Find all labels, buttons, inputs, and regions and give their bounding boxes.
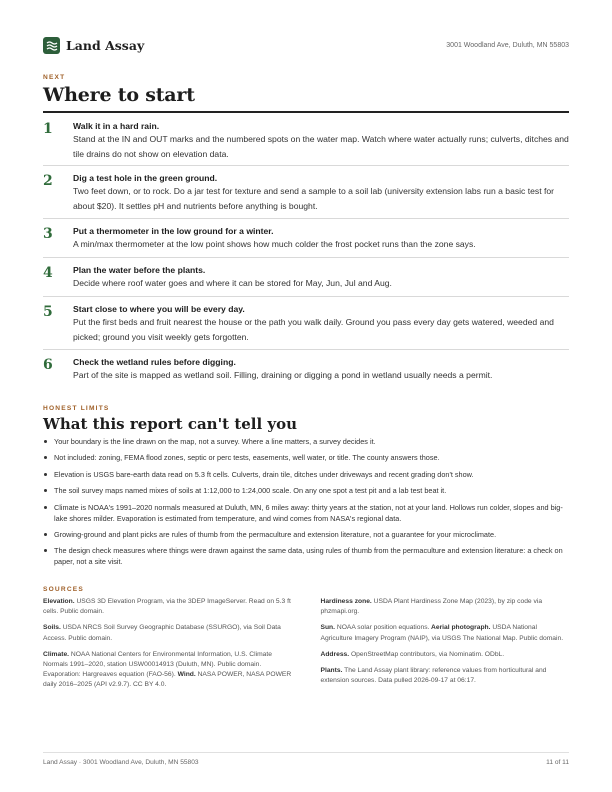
sources-eyebrow: SOURCES xyxy=(43,586,85,593)
step-number: 6 xyxy=(43,357,53,373)
step-title: Dig a test hole in the green ground. xyxy=(73,173,218,183)
page-header xyxy=(43,35,569,55)
limits-title: What this report can't tell you xyxy=(43,415,298,433)
source-entry: Hardiness zone. USDA Plant Hardiness Zone Map (2023), by zip code via phzmapi.org. xyxy=(320,598,543,616)
footer-text: Land Assay · 3001 Woodland Ave, Duluth, MN 55803 xyxy=(43,759,199,766)
source-entry: Sun. NOAA solar position equations. Aerial photograph. USDA National Agriculture Imagery Program (NAIP), via USGS The National Map. Public domain. xyxy=(320,624,564,642)
limit-item: Climate is NOAA's 1991–2020 normals measured at Duluth, MN, 6 miles away: thirty years at the station, not at your land. Hollows run colder, slopes and big-lake shores milder. Evaporation is estimated from temperature, and wind comes from NASA's regional data. xyxy=(43,502,569,524)
step-title: Put a thermometer in the low ground for a winter. xyxy=(73,226,274,236)
step-body: Stand at the IN and OUT marks and the numbered spots on the water map. Watch where water actually runs; culverts, ditches and tile drains do not show on elevation data. xyxy=(73,134,569,159)
sources-section xyxy=(43,597,569,697)
step-body: Part of the site is mapped as wetland soil. Filling, draining or digging a pond in wetland usually needs a permit. xyxy=(73,370,493,380)
source-entry: Elevation. USGS 3D Elevation Program, via the 3DEP ImageServer. Read on 5.3 ft cells. Public domain. xyxy=(43,598,291,616)
step-number: 1 xyxy=(43,121,53,137)
step-number: 2 xyxy=(43,173,53,189)
step-body: Decide where roof water goes and where it can be stored for May, Jun, Jul and Aug. xyxy=(73,278,392,288)
source-entry: Soils. USDA NRCS Soil Survey Geographic Database (SSURGO), via Soil Data Access. Public domain. xyxy=(43,624,281,642)
step-title: Start close to where you will be every day. xyxy=(73,304,245,314)
step-number: 5 xyxy=(43,304,53,320)
header-address: 3001 Woodland Ave, Duluth, MN 55803 xyxy=(446,41,569,49)
step-item xyxy=(43,117,569,166)
step-body: Put the first beds and fruit nearest the house or the path you walk daily. Ground you pass every day gets watered, weeded and picked; ground you visit weekly gets forgotten. xyxy=(73,317,554,342)
step-title: Walk it in a hard rain. xyxy=(73,121,160,131)
step-number: 3 xyxy=(43,226,53,242)
steps-list xyxy=(43,117,569,390)
step-item xyxy=(43,350,569,390)
sources-left-column xyxy=(43,597,292,697)
limit-item: The soil survey maps named mixes of soils at 1:12,000 to 1:24,000 scale. On any one spot a test pit and a lab test beat it. xyxy=(43,485,569,496)
limit-item: Growing-ground and plant picks are rules of thumb from the permaculture and extension literature, not a guarantee for your microclimate. xyxy=(43,529,569,540)
limit-item: Your boundary is the line drawn on the map, not a survey. Where a line matters, a survey decides it. xyxy=(43,436,569,447)
sources-right-column xyxy=(321,597,570,697)
step-title: Check the wetland rules before digging. xyxy=(73,357,236,367)
step-item xyxy=(43,219,569,258)
limit-item: Elevation is USGS bare-earth data read on 5.3 ft cells. Culverts, drain tile, ditches under driveways and recent grading don't show. xyxy=(43,469,569,480)
page-number: 11 of 11 xyxy=(546,759,569,766)
source-entry: Plants. The Land Assay plant library: reference values from horticultural and extension sources. Data pulled 2026-09-17 at 06:17. xyxy=(320,667,547,685)
step-item xyxy=(43,258,569,297)
limits-list xyxy=(43,436,569,573)
limit-item: The design check measures where things were drawn against the same data, using rules of thumb from the permaculture and extension literature: a check on paper, not a site visit. xyxy=(43,545,569,567)
limit-item: Not included: zoning, FEMA flood zones, septic or perc tests, easements, well water, or title. The county answers those. xyxy=(43,452,569,463)
brand-name: Land Assay xyxy=(66,37,145,53)
step-body: A min/max thermometer at the low point shows how much colder the frost pocket runs than the zone says. xyxy=(73,239,476,249)
step-body: Two feet down, or to rock. Do a jar test for texture and send a sample to a soil lab (university extension labs run a basic test for about $20). It settles pH and nutrients before anything is bought. xyxy=(73,186,555,211)
step-number: 4 xyxy=(43,265,53,281)
title-rule xyxy=(43,111,569,113)
page-footer xyxy=(43,759,569,766)
footer-rule xyxy=(43,752,569,753)
source-entry: Address. OpenStreetMap contributors, via Nominatim. ODbL. xyxy=(320,650,505,658)
next-eyebrow: NEXT xyxy=(43,74,66,81)
step-item xyxy=(43,166,569,219)
source-entry: Climate. NOAA National Centers for Environmental Information, U.S. Climate Normals 1991–2020, station USW00014913 (Duluth, MN). Public domain. Evaporation: Hargreaves equation (FAO-56). Wind. NASA POWER, NASA POWER daily 2016–2025 (API v2.9.7). CC BY 4.0. xyxy=(43,650,292,689)
brand xyxy=(43,37,144,54)
wave-lines-icon xyxy=(43,37,60,54)
step-item xyxy=(43,297,569,350)
limits-eyebrow: HONEST LIMITS xyxy=(43,405,110,412)
step-title: Plan the water before the plants. xyxy=(73,265,206,275)
page-title: Where to start xyxy=(43,84,195,106)
